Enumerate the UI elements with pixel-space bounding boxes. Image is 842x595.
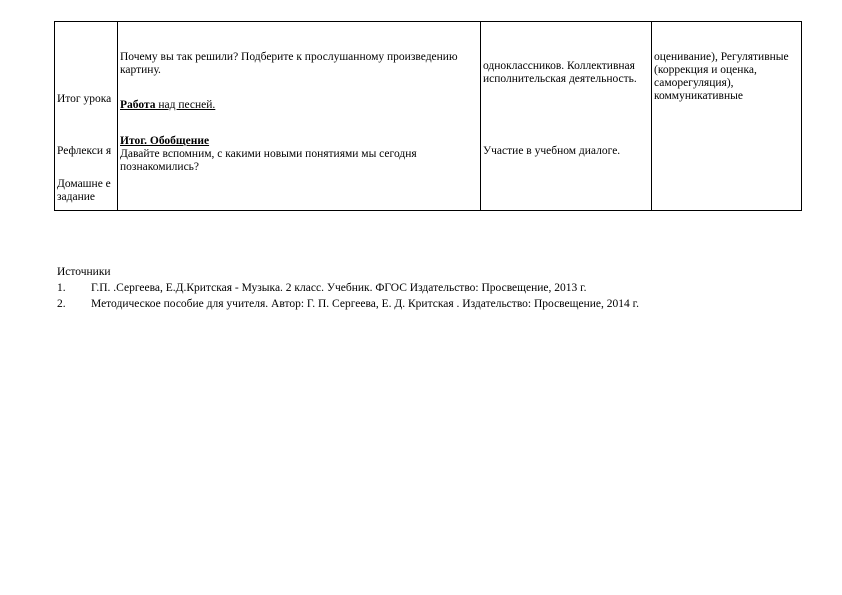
list-item [57, 280, 797, 296]
uud-cell [652, 22, 802, 211]
activity-cell [481, 22, 652, 211]
song-work-rest: над песней. [155, 99, 216, 111]
stage-reflection: Рефлекси я [57, 145, 112, 157]
source-text: Методическое пособие для учителя. Автор: Г. П. Сергеева, Е. Д. Критская . Издательство: Просвещение, 2014 г. [91, 298, 639, 310]
stage-homework: Домашне е задание [57, 178, 111, 203]
uud-text: оценивание), Регулятивные (коррекция и оценка, саморегуляция), коммуникативные [654, 51, 789, 102]
stage-cell [55, 22, 118, 211]
song-work-bold: Работа [120, 99, 156, 111]
list-item [57, 296, 797, 312]
source-number: 1. [57, 282, 66, 294]
table-row [55, 22, 802, 211]
sources-section [57, 264, 797, 312]
source-text: Г.П. .Сергеева, Е.Д.Критская - Музыка. 2 класс. Учебник. ФГОС Издательство: Просвещение, 2013 г. [91, 282, 587, 294]
question-text: Почему вы так решили? Подберите к прослушанному произведению картину. [120, 51, 458, 76]
stage-summary: Итог урока [57, 93, 112, 105]
song-work-line [120, 99, 478, 112]
activity-text-1: одноклассников. Коллективная исполнительская деятельность. [483, 60, 637, 85]
sources-heading: Источники [57, 266, 111, 278]
lesson-plan-table [54, 21, 802, 211]
content-cell [118, 22, 481, 211]
summary-heading: Итог. Обобщение [120, 135, 210, 147]
source-number: 2. [57, 298, 66, 310]
summary-text: Давайте вспомним, с какими новыми понятиями мы сегодня познакомились? [120, 148, 417, 173]
activity-text-2: Участие в учебном диалоге. [483, 145, 621, 157]
